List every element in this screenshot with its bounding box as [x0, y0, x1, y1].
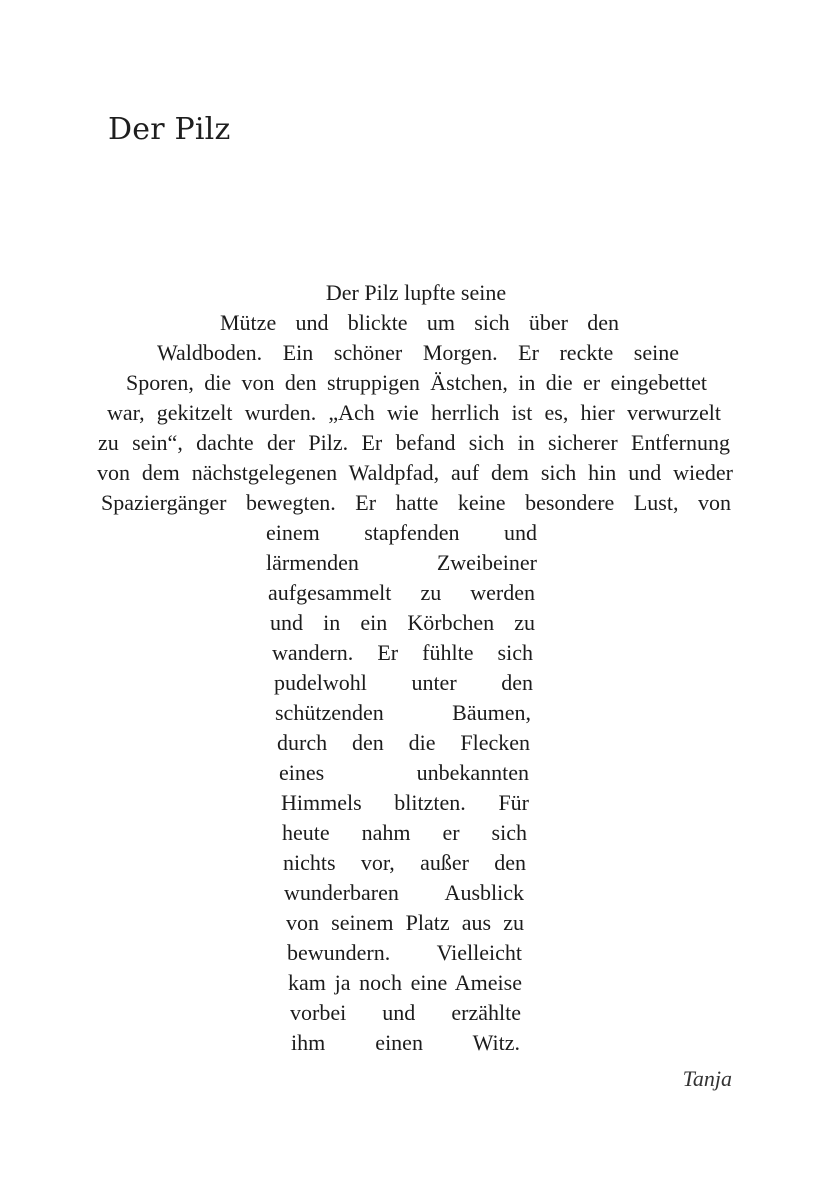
poem-line: aufgesammelt zu werden [268, 580, 535, 605]
poem-line: durch den die Flecken [277, 730, 530, 755]
poem-line: von dem nächstgelegenen Waldpfad, auf dem sich hin und wieder [97, 460, 733, 485]
poem-line: einem stapfenden und [266, 520, 537, 545]
poem-line: wandern. Er fühlte sich [272, 640, 533, 665]
poem-line: Himmels blitzten. Für [281, 790, 529, 815]
poem-line: Mütze und blickte um sich über den [220, 310, 619, 335]
poem-line: zu sein“, dachte der Pilz. Er befand sich in sicherer Entfernung [98, 430, 730, 455]
poem-line: Der Pilz lupfte seine [325, 280, 507, 305]
poem-line: und in ein Körbchen zu [270, 610, 535, 635]
author-signature: Tanja [682, 1066, 732, 1091]
poem-line: vorbei und erzählte [290, 1000, 521, 1025]
poem-line: lärmenden Zweibeiner [266, 550, 537, 575]
poem-line: war, gekitzelt wurden. „Ach wie herrlich ist es, hier verwurzelt [107, 400, 721, 425]
poem-line: Spaziergänger bewegten. Er hatte keine besondere Lust, von [101, 490, 731, 515]
page-title: Der Pilz [108, 112, 231, 147]
poem-line: Waldboden. Ein schöner Morgen. Er reckte seine [157, 340, 679, 365]
poem-line: pudelwohl unter den [274, 670, 533, 695]
poem-line: von seinem Platz aus zu [286, 910, 524, 935]
poem-line: ihm einen Witz. [291, 1030, 520, 1055]
poem-line: nichts vor, außer den [283, 850, 526, 875]
poem-line: kam ja noch eine Ameise [288, 970, 522, 995]
poem-line: heute nahm er sich [282, 820, 527, 845]
poem-line: bewundern. Vielleicht [287, 940, 522, 965]
poem-line: Sporen, die von den struppigen Ästchen, in die er eingebettet [126, 370, 707, 395]
poem-line: wunderbaren Ausblick [284, 880, 524, 905]
poem-line: schützenden Bäumen, [275, 700, 531, 725]
poem-line: eines unbekannten [279, 760, 529, 785]
